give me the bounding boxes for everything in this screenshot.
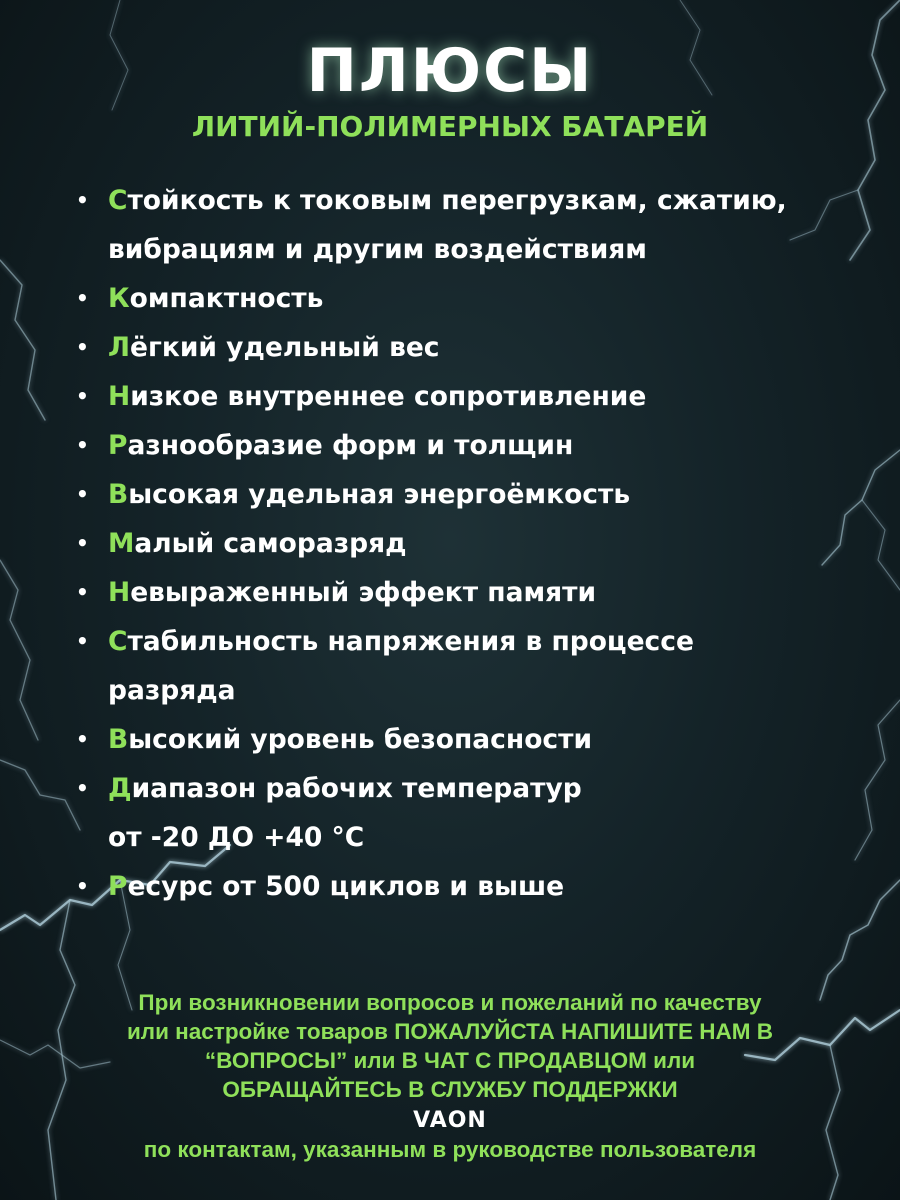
- list-item-label: изкое внутреннее сопротивление: [130, 381, 647, 412]
- list-item-line: [108, 764, 876, 813]
- highlighted-initial: Р: [108, 430, 128, 461]
- list-item-line: [108, 715, 876, 764]
- list-item: [76, 715, 876, 764]
- list-item-text: [108, 421, 876, 470]
- list-item-label: ысокая удельная энергоёмкость: [128, 479, 631, 510]
- lightning-bolt: [0, 560, 38, 740]
- list-item: [76, 176, 876, 274]
- list-item-line: [108, 519, 876, 568]
- list-item-label: ёгкий удельный вес: [130, 332, 440, 363]
- benefits-list: [76, 176, 876, 911]
- highlighted-initial: Н: [108, 577, 131, 608]
- list-item-line: [108, 176, 876, 225]
- list-item-label: тойкость к токовым перегрузкам, сжатию,: [127, 185, 787, 216]
- list-item-text: [108, 862, 876, 911]
- list-item: [76, 568, 876, 617]
- list-item-text: [108, 176, 876, 274]
- page-subtitle: ЛИТИЙ-ПОЛИМЕРНЫХ БАТАРЕЙ: [191, 110, 709, 143]
- list-item: [76, 323, 876, 372]
- footer-notice: [0, 988, 900, 1164]
- footer-line: или настройке товаров ПОЖАЛУЙСТА НАПИШИТЕ НАМ В: [126, 1019, 774, 1044]
- list-item: [76, 470, 876, 519]
- list-item-line: [108, 225, 876, 274]
- list-item: [76, 617, 876, 715]
- page-title: ПЛЮСЫ: [306, 36, 594, 106]
- list-item-label: евыраженный эффект памяти: [130, 577, 597, 608]
- list-item-line: [108, 274, 876, 323]
- list-item-text: [108, 519, 876, 568]
- list-item-text: [108, 372, 876, 421]
- list-item: [76, 519, 876, 568]
- footer-line: по контактам, указанным в руководстве пользователя: [143, 1137, 757, 1162]
- list-item-line: [108, 617, 876, 666]
- bullet-icon: •: [76, 384, 89, 408]
- highlighted-initial: Р: [108, 871, 128, 902]
- highlighted-initial: М: [108, 528, 135, 559]
- highlighted-initial: В: [108, 724, 129, 755]
- bullet-icon: •: [76, 286, 89, 310]
- highlighted-initial: К: [108, 283, 130, 314]
- bullet-icon: •: [76, 776, 89, 800]
- bullet-icon: •: [76, 727, 89, 751]
- list-item-line: [108, 862, 876, 911]
- list-item-label: табильность напряжения в процессе: [127, 626, 694, 657]
- highlighted-initial: С: [108, 185, 128, 216]
- list-item-text: [108, 274, 876, 323]
- list-item-label: иапазон рабочих температур: [131, 773, 582, 804]
- lightning-bolt: [0, 260, 45, 420]
- footer-line: “ВОПРОСЫ” или В ЧАТ С ПРОДАВЦОМ или: [204, 1048, 696, 1073]
- list-item-text: [108, 323, 876, 372]
- list-item: [76, 764, 876, 862]
- list-item-label: вибрациям и другим воздействиям: [108, 234, 647, 265]
- footer-line: При возникновении вопросов и пожеланий по качеству: [138, 990, 762, 1015]
- bullet-icon: •: [76, 874, 89, 898]
- bullet-icon: •: [76, 580, 89, 604]
- bullet-icon: •: [76, 482, 89, 506]
- bullet-icon: •: [76, 335, 89, 359]
- list-item-text: [108, 568, 876, 617]
- list-item-text: [108, 470, 876, 519]
- bullet-icon: •: [76, 629, 89, 653]
- list-item-text: [108, 764, 876, 862]
- highlighted-initial: Н: [108, 381, 131, 412]
- brand-logo: VAON: [413, 1108, 487, 1133]
- list-item-label: ысокий уровень безопасности: [128, 724, 593, 755]
- list-item: [76, 372, 876, 421]
- list-item-label: азнообразие форм и толщин: [127, 430, 574, 461]
- highlighted-initial: Д: [108, 773, 132, 804]
- list-item-label: разряда: [108, 675, 236, 706]
- bullet-icon: •: [76, 188, 89, 212]
- list-item-label: есурс от 500 циклов и выше: [127, 871, 565, 902]
- highlighted-initial: С: [108, 626, 128, 657]
- list-item-line: [108, 470, 876, 519]
- list-item-label: омпактность: [129, 283, 324, 314]
- list-item-line: [108, 421, 876, 470]
- list-item-text: [108, 715, 876, 764]
- list-item: [76, 274, 876, 323]
- lightning-bolt: [0, 760, 80, 830]
- list-item-line: [108, 666, 876, 715]
- list-item-line: [108, 568, 876, 617]
- bullet-icon: •: [76, 433, 89, 457]
- list-item: [76, 421, 876, 470]
- list-item: [76, 862, 876, 911]
- list-item-text: [108, 617, 876, 715]
- list-item-line: [108, 323, 876, 372]
- list-item-label: алый саморазряд: [134, 528, 407, 559]
- list-item-label: от -20 ДО +40 °С: [108, 822, 365, 853]
- bullet-icon: •: [76, 531, 89, 555]
- footer-line: ОБРАЩАЙТЕСЬ В СЛУЖБУ ПОДДЕРЖКИ: [222, 1077, 678, 1102]
- list-item-line: [108, 372, 876, 421]
- list-item-line: [108, 813, 876, 862]
- highlighted-initial: Л: [108, 332, 131, 363]
- highlighted-initial: В: [108, 479, 129, 510]
